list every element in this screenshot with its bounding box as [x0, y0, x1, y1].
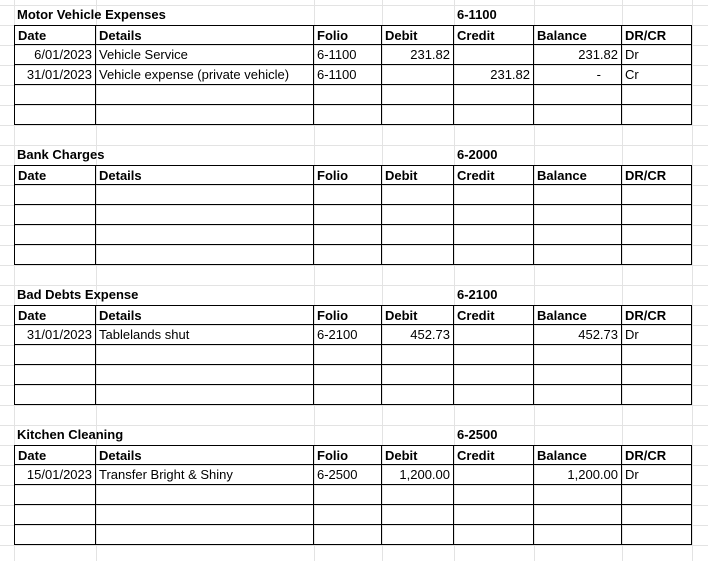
cell-drcr[interactable] [622, 525, 692, 545]
column-header-date: Date [14, 305, 96, 325]
cell-details[interactable] [96, 105, 314, 125]
cell-balance[interactable] [534, 525, 622, 545]
cell-details[interactable]: Vehicle Service [96, 45, 314, 65]
cell-balance[interactable] [534, 365, 622, 385]
gridline [0, 125, 708, 126]
cell-debit[interactable]: 1,200.00 [382, 465, 454, 485]
cell-balance[interactable] [534, 245, 622, 265]
cell-date[interactable] [14, 365, 96, 385]
cell-date[interactable] [14, 245, 96, 265]
cell-balance[interactable] [534, 345, 622, 365]
cell-details[interactable] [96, 245, 314, 265]
cell-drcr[interactable]: Dr [622, 325, 692, 345]
cell-folio[interactable] [314, 485, 382, 505]
cell-credit[interactable] [454, 45, 534, 65]
ledger-title: Kitchen Cleaning [17, 427, 124, 442]
cell-debit[interactable] [382, 365, 454, 385]
cell-folio[interactable] [314, 105, 382, 125]
column-header-balance: Balance [534, 165, 622, 185]
cell-credit[interactable] [454, 465, 534, 485]
cell-credit[interactable] [454, 365, 534, 385]
cell-debit[interactable] [382, 245, 454, 265]
cell-debit[interactable] [382, 225, 454, 245]
cell-date[interactable] [14, 385, 96, 405]
cell-folio[interactable] [314, 525, 382, 545]
cell-date[interactable] [14, 205, 96, 225]
cell-debit[interactable]: 231.82 [382, 45, 454, 65]
cell-credit[interactable] [454, 245, 534, 265]
column-header-credit: Credit [454, 165, 534, 185]
cell-balance[interactable] [534, 505, 622, 525]
cell-balance[interactable] [534, 85, 622, 105]
cell-balance[interactable] [534, 185, 622, 205]
cell-credit[interactable] [454, 505, 534, 525]
cell-folio[interactable] [314, 505, 382, 525]
cell-debit[interactable] [382, 525, 454, 545]
column-header-balance: Balance [534, 445, 622, 465]
cell-folio[interactable] [314, 225, 382, 245]
gridline [0, 545, 708, 546]
cell-details[interactable] [96, 225, 314, 245]
cell-debit[interactable] [382, 85, 454, 105]
column-header-drcr: DR/CR [622, 25, 692, 45]
cell-drcr[interactable] [622, 105, 692, 125]
cell-folio[interactable] [314, 345, 382, 365]
cell-balance[interactable]: 231.82 [534, 45, 622, 65]
column-header-folio: Folio [314, 25, 382, 45]
cell-folio[interactable] [314, 205, 382, 225]
cell-credit[interactable] [454, 385, 534, 405]
cell-date[interactable] [14, 185, 96, 205]
cell-drcr[interactable] [622, 205, 692, 225]
cell-details[interactable] [96, 505, 314, 525]
cell-balance[interactable] [534, 105, 622, 125]
cell-balance[interactable]: 452.73 [534, 325, 622, 345]
cell-details[interactable] [96, 365, 314, 385]
cell-debit[interactable] [382, 485, 454, 505]
cell-date[interactable] [14, 505, 96, 525]
cell-folio[interactable]: 6-2100 [314, 325, 382, 345]
cell-debit[interactable] [382, 505, 454, 525]
cell-folio[interactable] [314, 85, 382, 105]
cell-drcr[interactable] [622, 505, 692, 525]
column-header-drcr: DR/CR [622, 445, 692, 465]
cell-drcr[interactable] [622, 485, 692, 505]
column-header-details: Details [96, 165, 314, 185]
cell-debit[interactable] [382, 185, 454, 205]
column-header-balance: Balance [534, 25, 622, 45]
cell-debit[interactable]: 452.73 [382, 325, 454, 345]
gridline [0, 265, 708, 266]
cell-credit[interactable] [454, 325, 534, 345]
cell-details[interactable] [96, 385, 314, 405]
ledger-title: Bad Debts Expense [17, 287, 139, 302]
cell-credit[interactable] [454, 105, 534, 125]
ledger-account-code: 6-2500 [457, 427, 498, 442]
cell-details[interactable] [96, 345, 314, 365]
cell-details[interactable] [96, 525, 314, 545]
column-header-details: Details [96, 305, 314, 325]
column-header-debit: Debit [382, 305, 454, 325]
column-header-credit: Credit [454, 25, 534, 45]
cell-folio[interactable] [314, 245, 382, 265]
cell-drcr[interactable]: Dr [622, 45, 692, 65]
cell-date[interactable] [14, 225, 96, 245]
column-header-debit: Debit [382, 445, 454, 465]
cell-drcr[interactable]: Cr [622, 65, 692, 85]
cell-date[interactable] [14, 345, 96, 365]
cell-date[interactable]: 15/01/2023 [14, 465, 96, 485]
cell-credit[interactable] [454, 225, 534, 245]
cell-balance[interactable]: - [534, 65, 622, 85]
gridline [692, 0, 693, 561]
cell-debit[interactable] [382, 65, 454, 85]
column-header-details: Details [96, 25, 314, 45]
cell-date[interactable] [14, 485, 96, 505]
cell-folio[interactable] [314, 385, 382, 405]
cell-balance[interactable] [534, 385, 622, 405]
cell-drcr[interactable] [622, 345, 692, 365]
cell-drcr[interactable]: Dr [622, 465, 692, 485]
cell-credit[interactable] [454, 85, 534, 105]
column-header-date: Date [14, 25, 96, 45]
column-header-credit: Credit [454, 305, 534, 325]
cell-balance[interactable] [534, 225, 622, 245]
cell-folio[interactable]: 6-2500 [314, 465, 382, 485]
column-header-debit: Debit [382, 25, 454, 45]
ledger-title: Bank Charges [17, 147, 105, 162]
column-header-date: Date [14, 445, 96, 465]
column-header-folio: Folio [314, 305, 382, 325]
cell-drcr[interactable] [622, 185, 692, 205]
column-header-details: Details [96, 445, 314, 465]
cell-details[interactable] [96, 485, 314, 505]
column-header-debit: Debit [382, 165, 454, 185]
cell-date[interactable] [14, 105, 96, 125]
cell-details[interactable] [96, 205, 314, 225]
cell-details[interactable] [96, 85, 314, 105]
cell-balance[interactable] [534, 485, 622, 505]
cell-credit[interactable] [454, 345, 534, 365]
column-header-folio: Folio [314, 445, 382, 465]
cell-details[interactable]: Transfer Bright & Shiny [96, 465, 314, 485]
cell-drcr[interactable] [622, 245, 692, 265]
cell-credit[interactable] [454, 485, 534, 505]
cell-details[interactable] [96, 185, 314, 205]
cell-drcr[interactable] [622, 365, 692, 385]
column-header-credit: Credit [454, 445, 534, 465]
cell-details[interactable]: Vehicle expense (private vehicle) [96, 65, 314, 85]
column-header-drcr: DR/CR [622, 305, 692, 325]
column-header-drcr: DR/CR [622, 165, 692, 185]
cell-date[interactable]: 6/01/2023 [14, 45, 96, 65]
cell-drcr[interactable] [622, 385, 692, 405]
cell-date[interactable] [14, 525, 96, 545]
cell-balance[interactable] [534, 205, 622, 225]
cell-credit[interactable] [454, 185, 534, 205]
cell-drcr[interactable] [622, 85, 692, 105]
cell-folio[interactable]: 6-1100 [314, 65, 382, 85]
column-header-balance: Balance [534, 305, 622, 325]
cell-date[interactable] [14, 85, 96, 105]
ledger-account-code: 6-2100 [457, 287, 498, 302]
cell-credit[interactable] [454, 525, 534, 545]
cell-folio[interactable] [314, 185, 382, 205]
cell-details[interactable]: Tablelands shut [96, 325, 314, 345]
column-header-date: Date [14, 165, 96, 185]
column-header-folio: Folio [314, 165, 382, 185]
cell-folio[interactable] [314, 365, 382, 385]
cell-drcr[interactable] [622, 225, 692, 245]
cell-folio[interactable]: 6-1100 [314, 45, 382, 65]
ledger-account-code: 6-2000 [457, 147, 498, 162]
cell-credit[interactable] [454, 205, 534, 225]
cell-debit[interactable] [382, 205, 454, 225]
ledger-account-code: 6-1100 [457, 7, 497, 22]
cell-debit[interactable] [382, 105, 454, 125]
cell-credit[interactable]: 231.82 [454, 65, 534, 85]
cell-balance[interactable]: 1,200.00 [534, 465, 622, 485]
gridline [0, 405, 708, 406]
cell-date[interactable]: 31/01/2023 [14, 325, 96, 345]
cell-debit[interactable] [382, 345, 454, 365]
ledger-title: Motor Vehicle Expenses [17, 7, 166, 22]
cell-debit[interactable] [382, 385, 454, 405]
cell-date[interactable]: 31/01/2023 [14, 65, 96, 85]
